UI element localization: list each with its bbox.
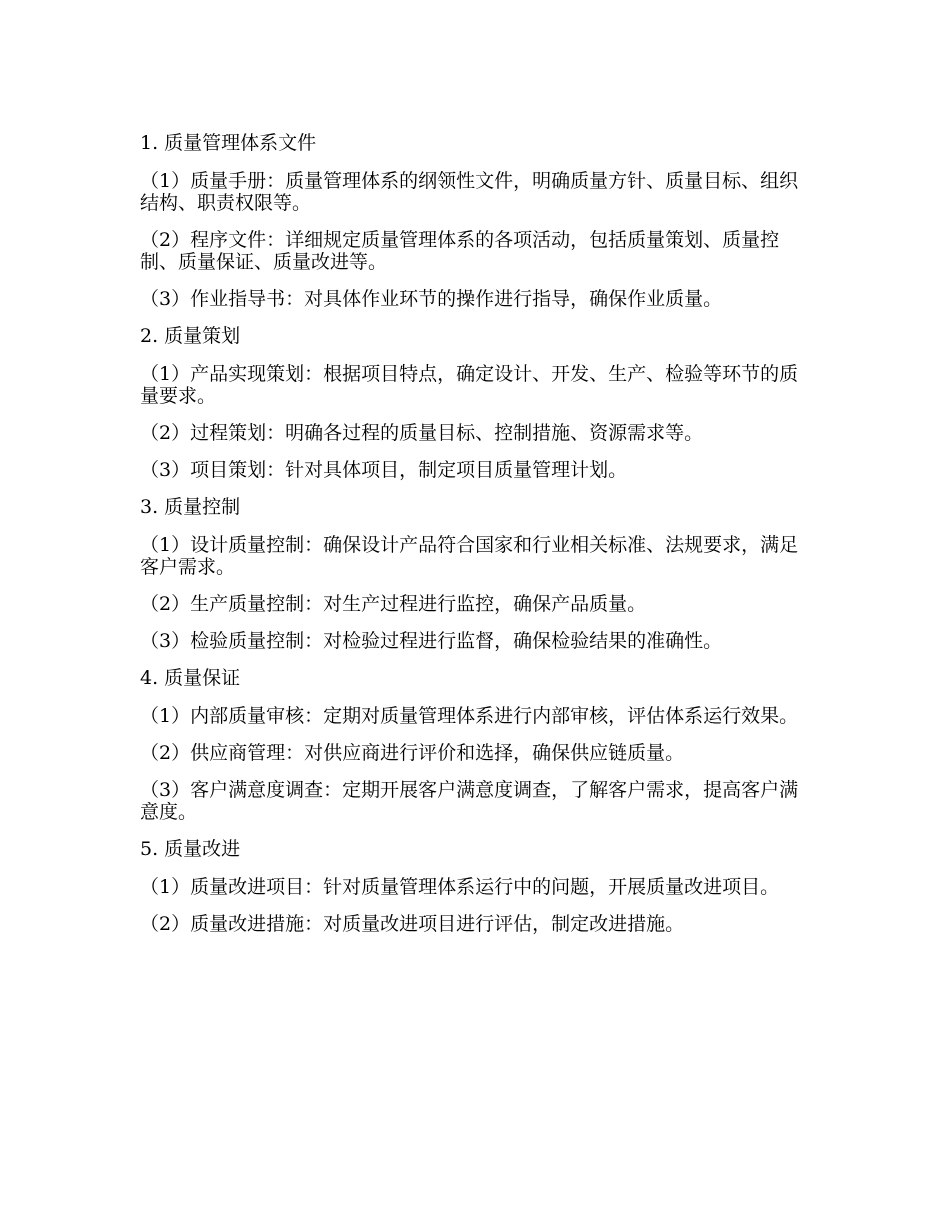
paragraph-4-3: （3）客户满意度调查：定期开展客户满意度调查，了解客户需求，提高客户满意度。 bbox=[140, 779, 799, 823]
paragraph-2-2: （2）过程策划：明确各过程的质量目标、控制措施、资源需求等。 bbox=[140, 422, 704, 444]
paragraph-2-3: （3）项目策划：针对具体项目，制定项目质量管理计划。 bbox=[140, 459, 628, 481]
paragraph-5-2: （2）质量改进措施：对质量改进项目进行评估，制定改进措施。 bbox=[140, 913, 685, 935]
section-heading-1: 1. 质量管理体系文件 bbox=[140, 132, 317, 154]
document-page bbox=[140, 132, 810, 950]
paragraph-3-3: （3）检验质量控制：对检验过程进行监督，确保检验结果的准确性。 bbox=[140, 630, 723, 652]
paragraph-3-1: （1）设计质量控制：确保设计产品符合国家和行业相关标准、法规要求，满足客户需求。 bbox=[140, 534, 799, 578]
paragraph-2-1: （1）产品实现策划：根据项目特点，确定设计、开发、生产、检验等环节的质量要求。 bbox=[140, 363, 799, 407]
paragraph-1-2: （2）程序文件：详细规定质量管理体系的各项活动，包括质量策划、质量控制、质量保证、质量改进等。 bbox=[140, 229, 780, 273]
paragraph-1-1: （1）质量手册：质量管理体系的纲领性文件，明确质量方针、质量目标、组织结构、职责权限等。 bbox=[140, 170, 799, 214]
section-heading-5: 5. 质量改进 bbox=[140, 838, 241, 860]
section-heading-4: 4. 质量保证 bbox=[140, 667, 241, 689]
paragraph-5-1: （1）质量改进项目：针对质量管理体系运行中的问题，开展质量改进项目。 bbox=[140, 876, 780, 898]
section-heading-3: 3. 质量控制 bbox=[140, 496, 241, 518]
paragraph-4-2: （2）供应商管理：对供应商进行评价和选择，确保供应链质量。 bbox=[140, 742, 685, 764]
paragraph-4-1: （1）内部质量审核：定期对质量管理体系进行内部审核，评估体系运行效果。 bbox=[140, 705, 799, 727]
section-heading-2: 2. 质量策划 bbox=[140, 325, 241, 347]
paragraph-1-3: （3）作业指导书：对具体作业环节的操作进行指导，确保作业质量。 bbox=[140, 288, 723, 310]
paragraph-3-2: （2）生产质量控制：对生产过程进行监控，确保产品质量。 bbox=[140, 593, 647, 615]
